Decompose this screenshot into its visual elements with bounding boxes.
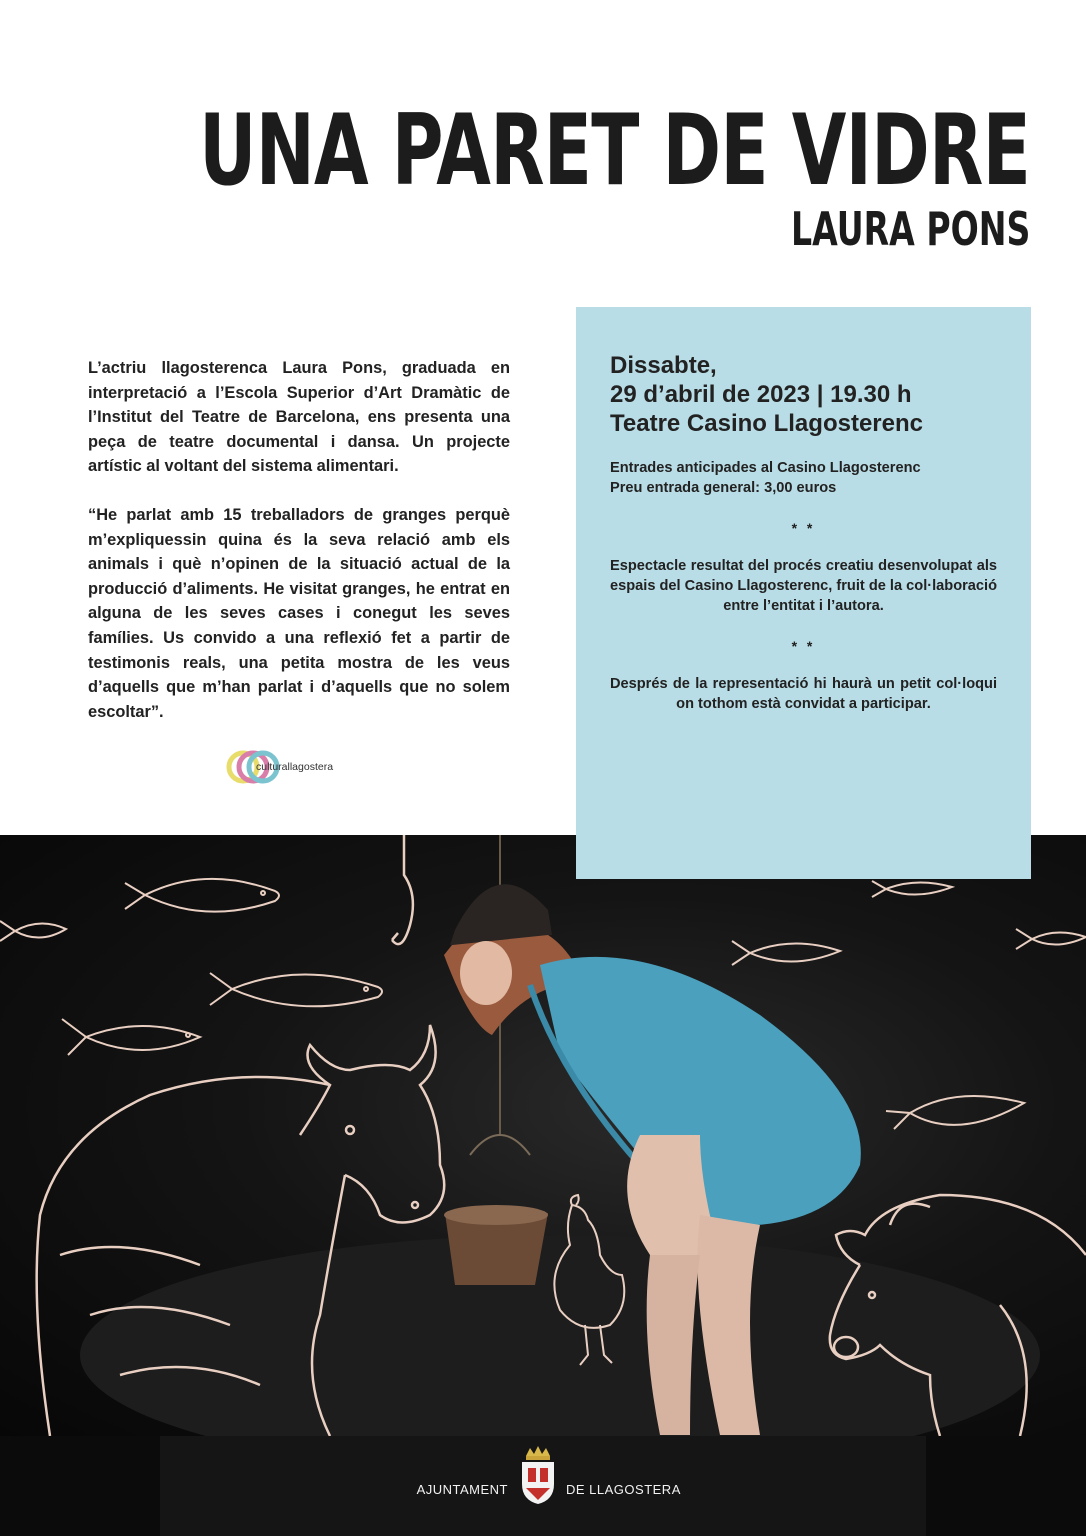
footer-llagostera: DE LLAGOSTERA bbox=[566, 1482, 681, 1497]
poster-title: UNA PARET DE VIDRE bbox=[199, 94, 1030, 208]
footer-bar bbox=[0, 1436, 1086, 1536]
hook-drawing bbox=[392, 835, 413, 944]
event-day: Dissabte, bbox=[610, 352, 717, 379]
separator: * * bbox=[791, 520, 816, 536]
stage-illustration bbox=[0, 835, 1086, 1436]
author-name: LAURA PONS bbox=[790, 202, 1030, 256]
show-description: Espectacle resultat del procés creatiu desenvolupat als espais del Casino Llagosterenc, fruit de la col·laboració entre l’entitat i l’autora. bbox=[610, 558, 997, 614]
intro-text bbox=[88, 356, 510, 748]
colloquium-note: Després de la representació hi haurà un petit col·loqui on tothom està convidat a participar. bbox=[610, 676, 997, 712]
quote-paragraph: “He parlat amb 15 treballadors de granges perquè m’expliquessin quina és la seva relació amb els animals i què n’opinen de la situació actual de la producció d’aliments. He visitat granges, he entrat en alguna de les seves cases i conegut les seves famílies. Us convido a una reflexió fet a partir de testimonis reals, una petita mostra de les veus d’aquells que m’han parlat i d’aquells que no solem escoltar”. bbox=[88, 505, 510, 721]
cultura-llagostera-logo bbox=[226, 745, 356, 789]
event-venue: Teatre Casino Llagosterenc bbox=[610, 410, 923, 437]
performance-photo bbox=[0, 835, 1086, 1436]
event-info-box bbox=[576, 307, 1031, 879]
ticket-price: Preu entrada general: 3,00 euros bbox=[610, 480, 837, 496]
separator: * * bbox=[791, 638, 816, 654]
intro-paragraph: L’actriu llagosterenca Laura Pons, graduada en interpretació a l’Escola Superior d’Art Dramàtic de l’Institut del Teatre de Barcelona, ens presenta una peça de teatre documental i dansa. Un projecte artístic al voltant del sistema alimentari. bbox=[88, 359, 510, 476]
tickets-info: Entrades anticipades al Casino Llagosterenc bbox=[610, 460, 921, 476]
footer-ajuntament: AJUNTAMENT bbox=[416, 1482, 508, 1497]
municipal-crest-icon bbox=[518, 1446, 558, 1506]
cultura-logo-text: culturallagostera bbox=[256, 761, 334, 773]
bucket-drawing bbox=[444, 1135, 548, 1285]
event-date-time: 29 d’abril de 2023 | 19.30 h bbox=[610, 381, 912, 408]
